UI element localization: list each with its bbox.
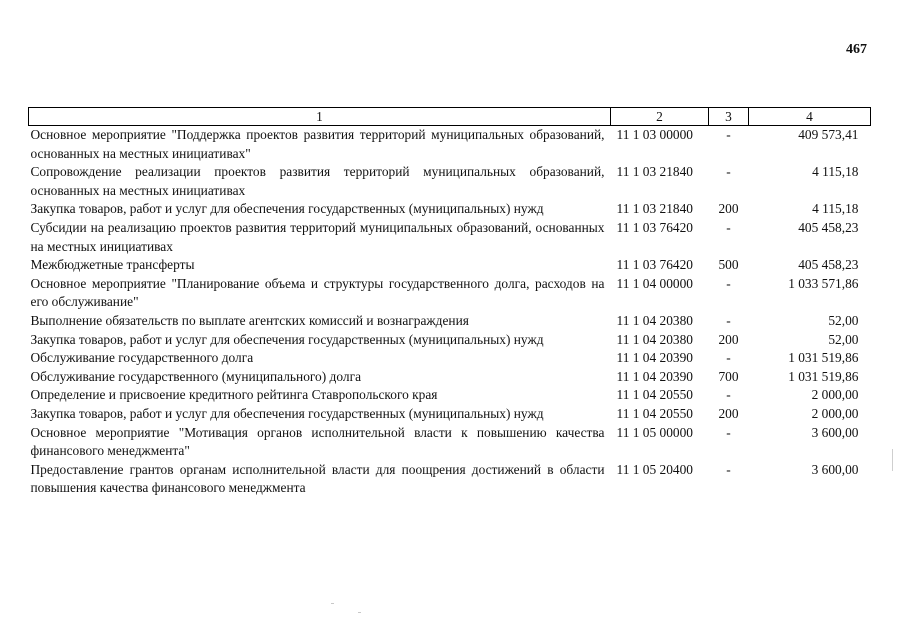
row-amount: 405 458,23	[798, 257, 859, 273]
row-expense-type: -	[726, 424, 731, 440]
row-code: 11 1 04 20380	[616, 312, 693, 328]
table-row	[29, 163, 871, 200]
row-name: Основное мероприятие "Поддержка проектов развития территорий муниципальных образований, основанных на местных инициативах"	[30, 127, 605, 161]
row-expense-type: -	[726, 219, 731, 235]
row-code: 11 1 03 21840	[616, 201, 693, 217]
row-name: Субсидии на реализацию проектов развития территорий муниципальных образований, основанных на местных инициативах	[30, 219, 605, 254]
table-row	[29, 461, 871, 498]
row-expense-type: 200	[718, 331, 739, 347]
row-code: 11 1 05 20400	[616, 461, 693, 477]
scan-artifact	[358, 612, 361, 613]
row-code: 11 1 03 76420	[616, 219, 693, 235]
row-name: Определение и присвоение кредитного рейтинга Ставропольского края	[30, 387, 438, 403]
row-code: 11 1 03 76420	[616, 257, 693, 273]
scan-artifact	[331, 603, 334, 604]
row-amount: 2 000,00	[811, 405, 859, 421]
table-row	[29, 349, 871, 368]
row-name: Межбюджетные трансферты	[30, 257, 195, 273]
table-header-row	[29, 108, 871, 126]
row-code: 11 1 04 20390	[616, 350, 693, 366]
row-expense-type: 700	[718, 368, 739, 384]
table-body	[29, 126, 871, 498]
row-name: Предоставление грантов органам исполнительной власти для поощрения достижений в области повышения качества финансового менеджмента	[30, 461, 605, 496]
row-name: Закупка товаров, работ и услуг для обеспечения государственных (муниципальных) нужд	[30, 331, 544, 347]
row-code: 11 1 05 00000	[616, 424, 693, 440]
table-row	[29, 219, 871, 256]
row-expense-type: -	[726, 164, 731, 180]
table-row	[29, 368, 871, 387]
row-amount: 3 600,00	[811, 461, 859, 477]
table-row	[29, 256, 871, 275]
row-expense-type: -	[726, 461, 731, 477]
row-name: Закупка товаров, работ и услуг для обеспечения государственных (муниципальных) нужд	[30, 201, 544, 217]
table-row	[29, 424, 871, 461]
row-expense-type: -	[726, 350, 731, 366]
row-code: 11 1 04 20550	[616, 387, 693, 403]
table-row	[29, 200, 871, 219]
row-amount: 405 458,23	[798, 219, 859, 235]
row-name: Основное мероприятие "Мотивация органов исполнительной власти к повышению качества финансового менеджмента"	[30, 424, 605, 459]
row-amount: 409 573,41	[798, 127, 859, 142]
header-col-4: 4	[749, 108, 871, 126]
row-expense-type: -	[726, 387, 731, 403]
row-amount: 1 031 519,86	[788, 368, 859, 384]
budget-table	[28, 107, 871, 498]
row-expense-type: -	[726, 312, 731, 328]
row-amount: 3 600,00	[811, 424, 859, 440]
row-expense-type: 200	[718, 201, 739, 217]
row-name: Выполнение обязательств по выплате агентских комиссий и вознаграждения	[30, 312, 469, 328]
page-number: 467	[846, 42, 867, 57]
row-code: 11 1 04 20390	[616, 368, 693, 384]
row-code: 11 1 04 20550	[616, 405, 693, 421]
table-row	[29, 405, 871, 424]
row-expense-type: 200	[718, 405, 739, 421]
header-col-2: 2	[611, 108, 709, 126]
row-name: Сопровождение реализации проектов развития территорий муниципальных образований, основанных на местных инициативах	[30, 164, 605, 198]
scan-artifact	[892, 449, 893, 471]
row-name: Закупка товаров, работ и услуг для обеспечения государственных (муниципальных) нужд	[30, 405, 544, 421]
row-expense-type: -	[726, 275, 731, 291]
table-row	[29, 126, 871, 164]
row-amount: 52,00	[828, 312, 859, 328]
row-amount: 1 033 571,86	[788, 275, 859, 291]
row-amount: 4 115,18	[812, 201, 859, 217]
row-amount: 1 031 519,86	[788, 350, 859, 366]
row-amount: 4 115,18	[812, 164, 859, 180]
row-name: Основное мероприятие "Планирование объема и структуры государственного долга, расходов на его обслуживание"	[30, 275, 605, 310]
header-col-1: 1	[29, 108, 611, 126]
table-row	[29, 331, 871, 350]
row-name: Обслуживание государственного долга	[30, 350, 254, 366]
row-expense-type: 500	[718, 257, 739, 273]
row-code: 11 1 04 20380	[616, 331, 693, 347]
table-row	[29, 312, 871, 331]
row-amount: 2 000,00	[811, 387, 859, 403]
header-col-3: 3	[709, 108, 749, 126]
row-code: 11 1 03 21840	[616, 164, 693, 180]
row-name: Обслуживание государственного (муниципального) долга	[30, 368, 362, 384]
row-amount: 52,00	[828, 331, 859, 347]
row-code: 11 1 04 00000	[616, 275, 693, 291]
table-row	[29, 386, 871, 405]
row-code: 11 1 03 00000	[616, 127, 693, 142]
table-row	[29, 275, 871, 312]
row-expense-type: -	[726, 127, 731, 142]
